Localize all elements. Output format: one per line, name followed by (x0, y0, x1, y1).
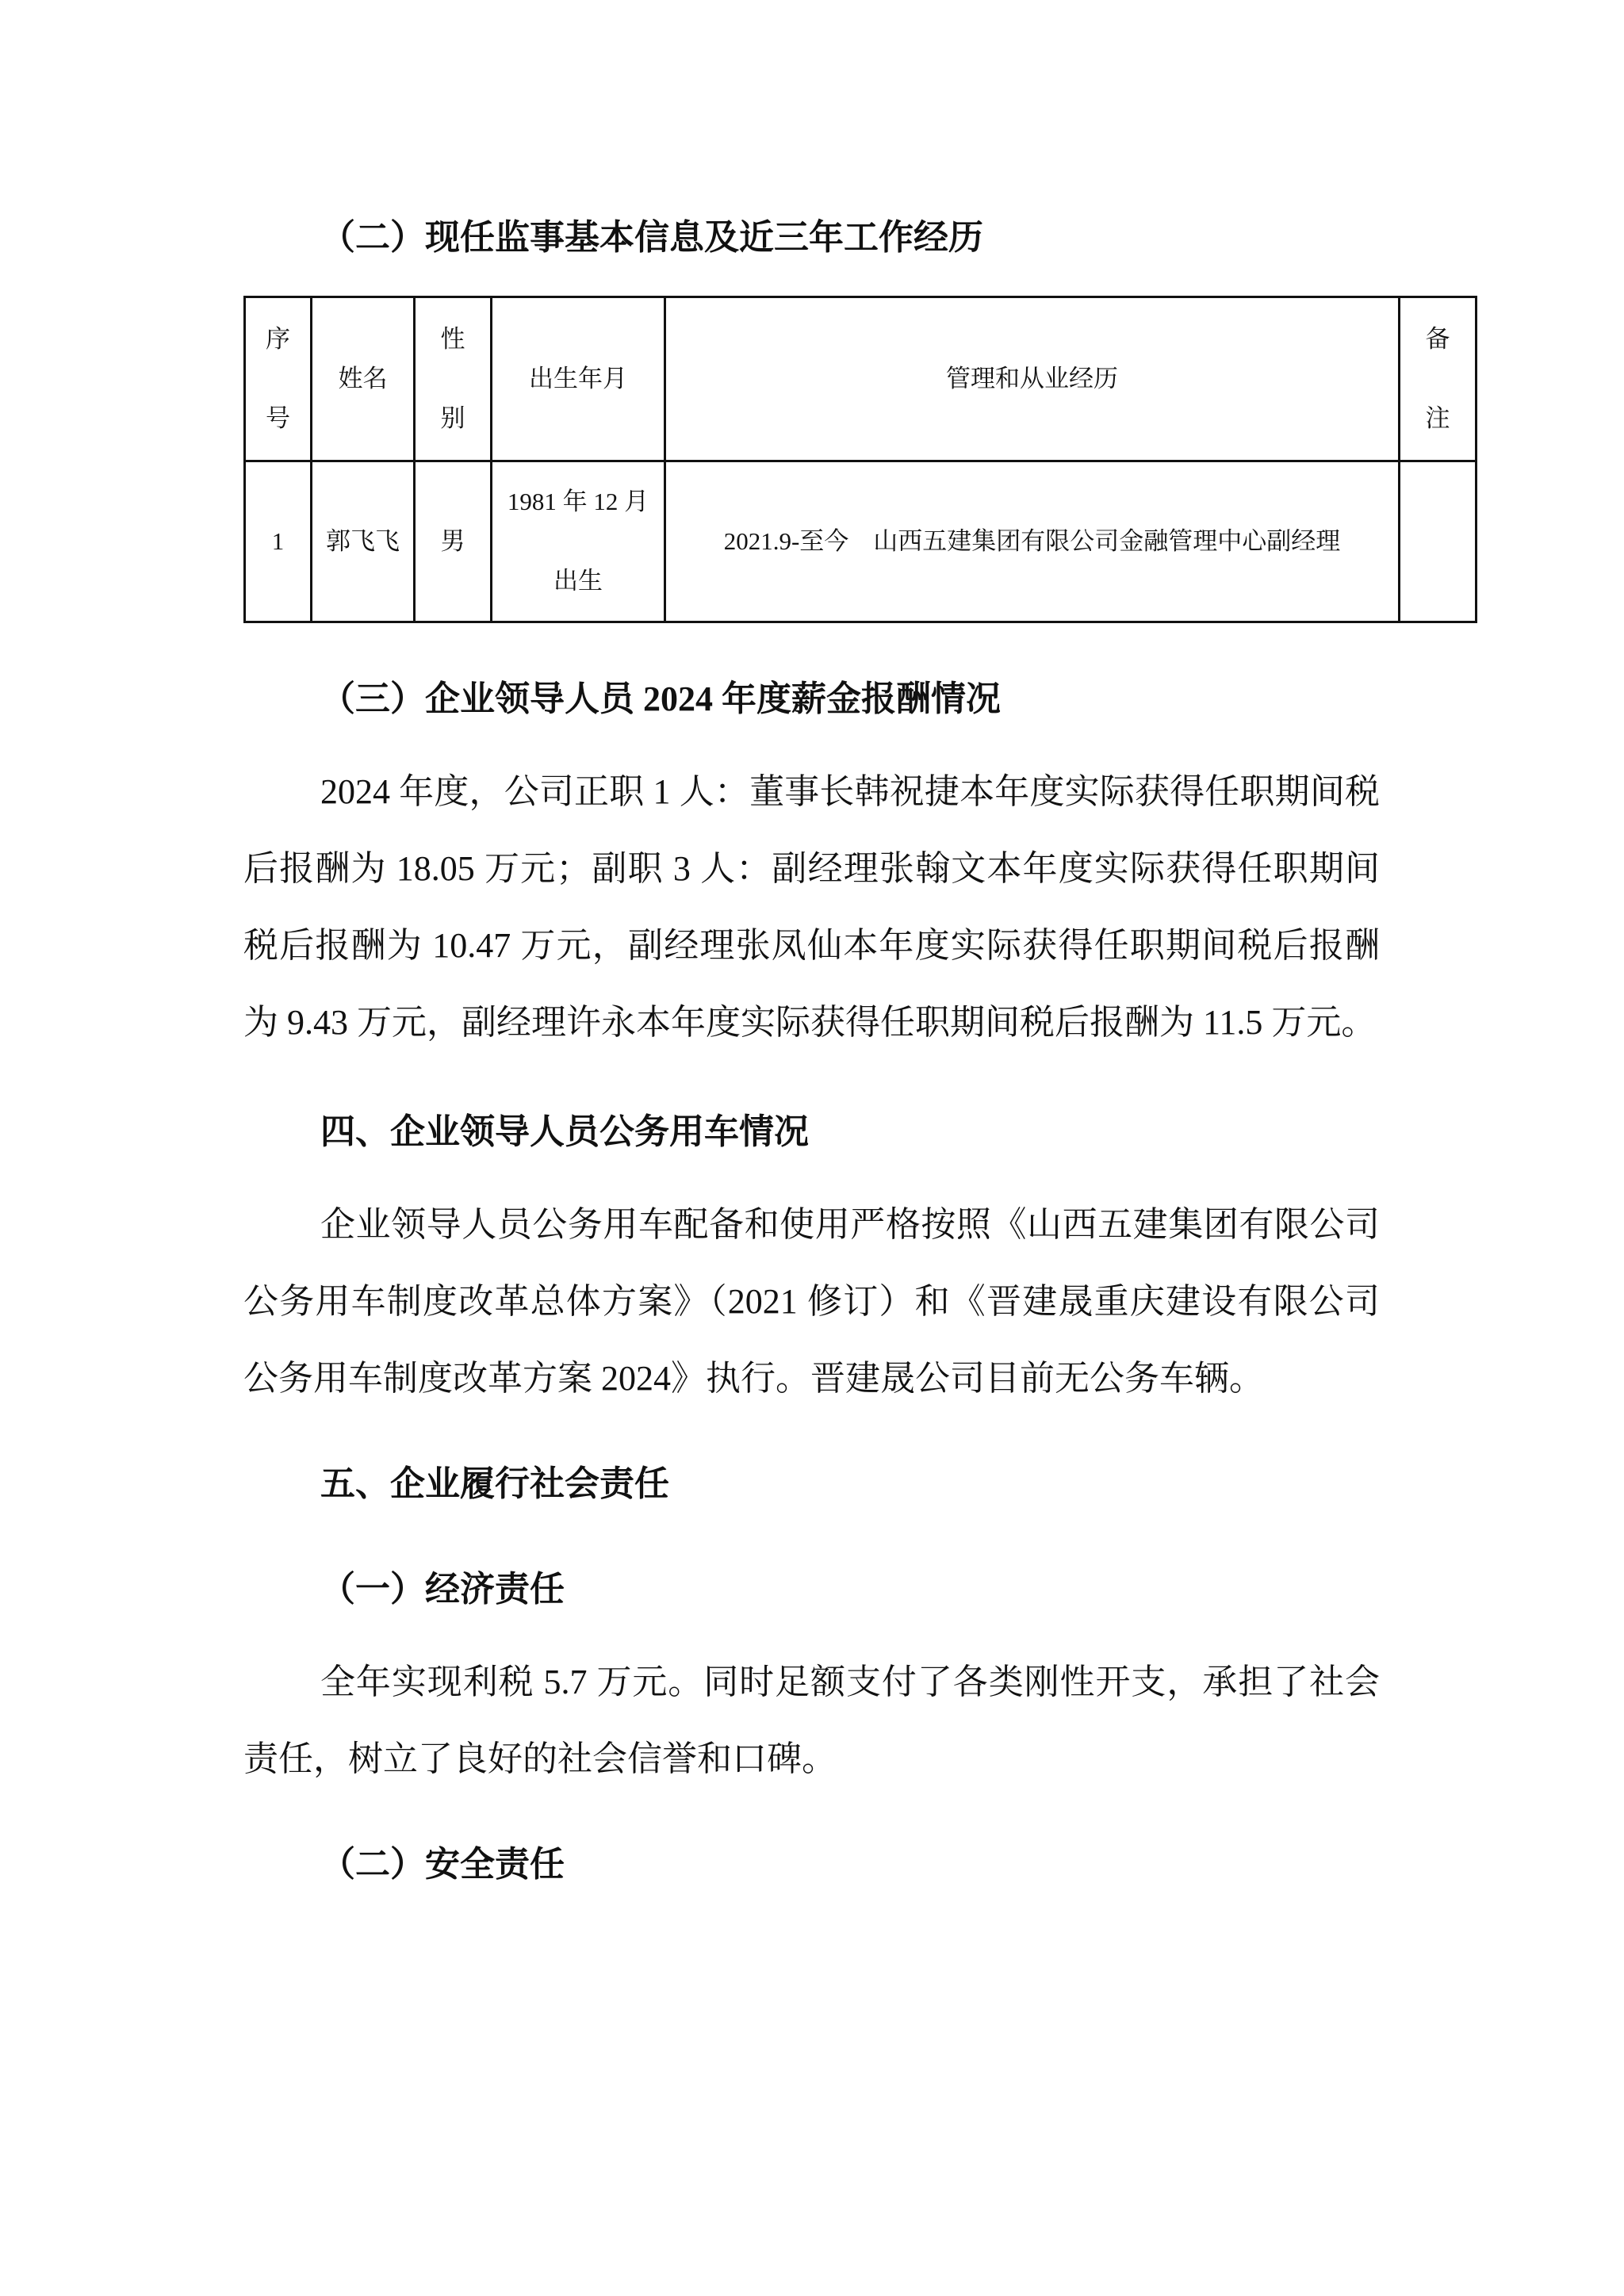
cell-name: 郭飞飞 (312, 461, 415, 622)
para-salary: 2024 年度，公司正职 1 人：董事长韩祝捷本年度实际获得任职期间税后报酬为 18.05 万元；副职 3 人：副经理张翰文本年度实际获得任职期间税后报酬为 10.47 万元，副经理张凤仙本年度实际获得任职期间税后报酬为 9.43 万元，副经理许永本年度实际获得任职期间税后报酬为 11.5 万元。 (243, 772, 1380, 1042)
header-cell-experience: 管理和从业经历 (665, 297, 1400, 461)
header-cell-remark (1400, 297, 1477, 461)
header-remark-line1: 备 (1425, 325, 1450, 353)
header-seq-line1: 序 (266, 325, 290, 353)
header-cell-seq (245, 297, 312, 461)
cell-seq: 1 (245, 461, 312, 622)
table-row (245, 461, 1477, 622)
table-header-row (245, 297, 1477, 461)
heading-vehicles: 四、企业领导人员公务用车情况 (320, 1112, 809, 1151)
cell-remark (1400, 461, 1477, 622)
header-gender-line2: 别 (440, 404, 465, 432)
heading-economic-responsibility: （一）经济责任 (320, 1570, 565, 1609)
heading-safety-responsibility: （二）安全责任 (320, 1845, 565, 1884)
para-vehicles: 企业领导人员公务用车配备和使用严格按照《山西五建集团有限公司公务用车制度改革总体方案》（2021 修订）和《晋建晟重庆建设有限公司公务用车制度改革方案 2024》执行。晋建晟公司目前无公务车辆。 (243, 1205, 1380, 1398)
header-gender-line1: 性 (440, 325, 465, 353)
heading-social-responsibility: 五、企业履行社会责任 (320, 1464, 669, 1503)
header-seq-line2: 号 (266, 404, 290, 432)
header-cell-gender (415, 297, 492, 461)
cell-gender: 男 (415, 461, 492, 622)
cell-experience: 2021.9-至今 山西五建集团有限公司金融管理中心副经理 (665, 461, 1400, 622)
header-cell-birth: 出生年月 (492, 297, 665, 461)
cell-birth-line1: 1981 年 12 月 (507, 488, 649, 515)
heading-supervisors-info: （二）现任监事基本信息及近三年工作经历 (320, 218, 983, 257)
cell-birth (492, 461, 665, 622)
document-content (243, 214, 1475, 1888)
heading-salary: （三）企业领导人员 2024 年度薪金报酬情况 (320, 679, 1001, 718)
para-economic: 全年实现利税 5.7 万元。同时足额支付了各类刚性开支，承担了社会责任，树立了良好的社会信誉和口碑。 (243, 1663, 1380, 1778)
cell-birth-line2: 出生 (553, 567, 603, 595)
supervisors-table (243, 296, 1477, 623)
header-remark-line2: 注 (1425, 404, 1450, 432)
header-cell-name: 姓名 (312, 297, 415, 461)
